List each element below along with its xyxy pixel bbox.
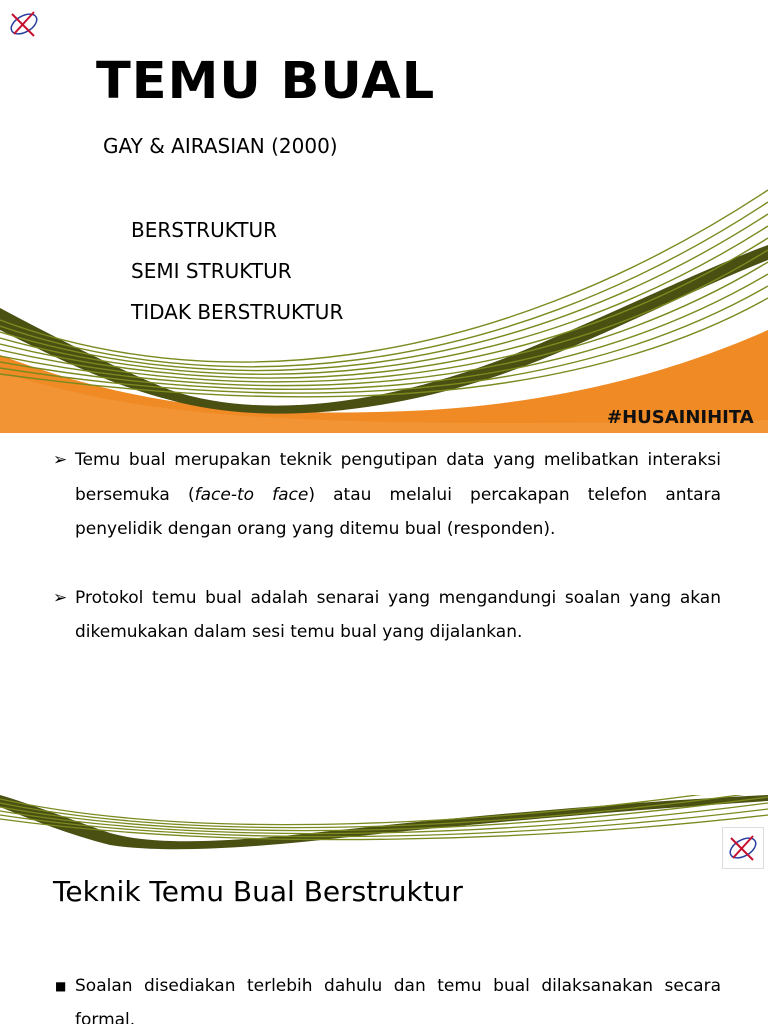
slide-title [0,0,768,433]
structured-list [53,969,721,1024]
slide-structured [0,795,768,1024]
bullet-text: ) atau melalui percakapan telefon antara penyelidik dengan orang yang ditemu bual (responden). [75,484,722,539]
bullet-text: Protokol temu bual adalah senarai yang mengandungi soalan yang akan dikemukakan dalam sesi temu bual yang dijalankan. [75,587,721,642]
logo-icon [4,4,44,44]
bullet-text: Temu bual merupakan teknik pengutipan data yang melibatkan interaksi bersemuka ( [75,450,721,505]
list-item: BERSTRUKTUR [131,218,278,242]
arrow-bullet-icon: ➢ [53,450,68,470]
list-item [53,581,721,650]
definition-list [53,443,721,684]
list-item [53,969,721,1024]
interview-types-list [131,217,343,340]
arrow-bullet-icon: ➢ [53,587,68,608]
logo [4,4,44,44]
logo-icon [723,828,763,868]
list-item: SEMI STRUKTUR [131,259,292,283]
page-title: TEMU BUAL [96,52,436,111]
decorative-wave [0,795,768,855]
list-item [53,443,721,547]
subtitle: GAY & AIRASIAN (2000) [103,134,338,158]
bullet-text: Soalan disediakan terlebih dahulu dan temu bual dilaksanakan secara formal. [75,976,721,1024]
logo [722,827,764,869]
square-bullet-icon: ■ [55,979,67,993]
list-item: TIDAK BERSTRUKTUR [131,300,344,324]
section-title: Teknik Temu Bual Berstruktur [53,875,463,908]
hashtag: #HUSAINIHITA [607,407,754,428]
bullet-text-italic: face-to face [194,484,309,505]
slide-definition [0,433,768,795]
